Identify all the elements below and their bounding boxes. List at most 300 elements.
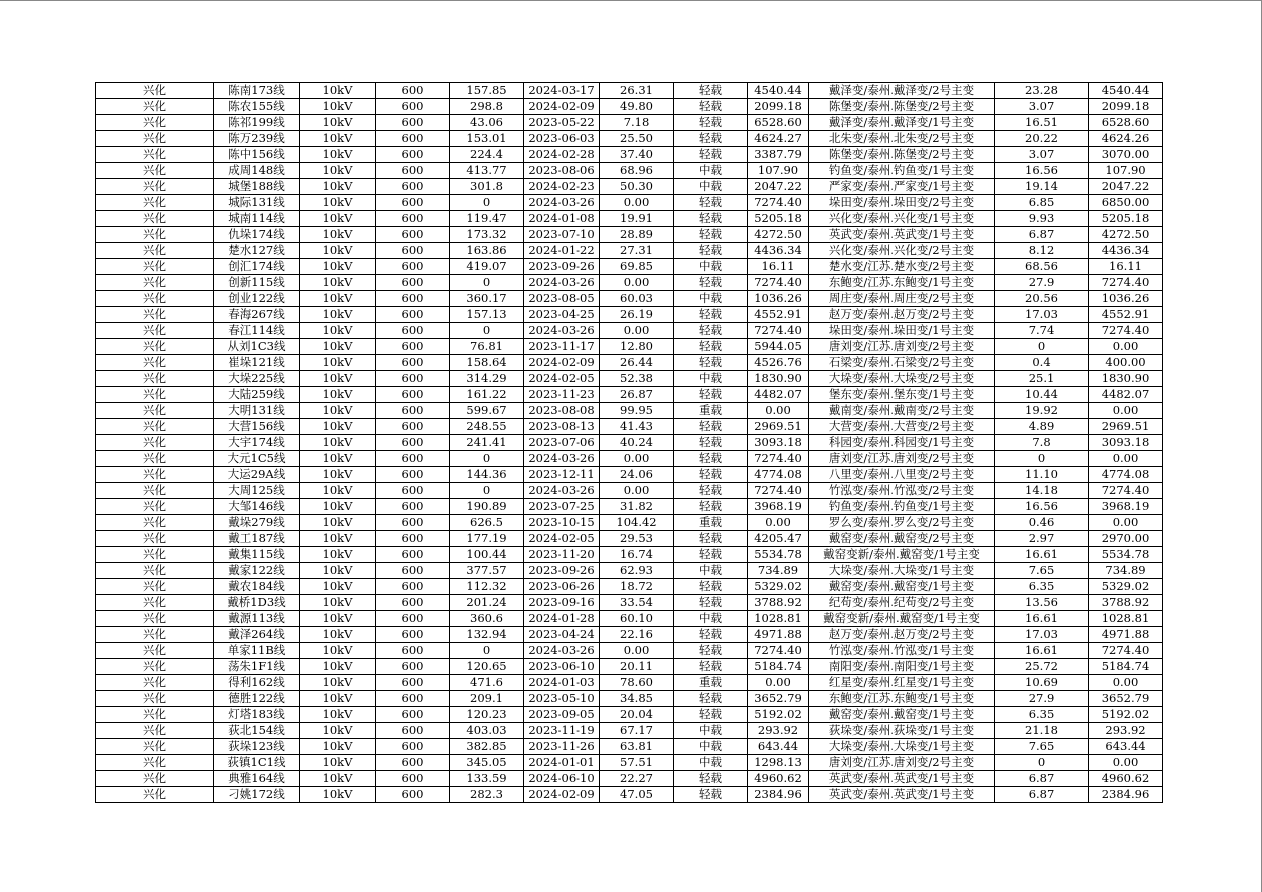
substation-transformer-cell: 唐刘变/江苏.唐刘变/2号主变: [809, 339, 995, 355]
margin-cell: 3968.19: [748, 499, 809, 515]
date-cell: 2023-08-05: [524, 291, 600, 307]
date-cell: 2024-02-28: [524, 147, 600, 163]
load-rate-cell: 63.81: [600, 739, 674, 755]
transformer-load-cell: 68.56: [995, 259, 1089, 275]
substation-transformer-cell: 戴窑变/泰州.戴窑变/2号主变: [809, 531, 995, 547]
date-cell: 2023-11-20: [524, 547, 600, 563]
load-status-cell: 轻载: [674, 355, 748, 371]
date-cell: 2023-05-22: [524, 115, 600, 131]
max-current-cell: 419.07: [450, 259, 524, 275]
transformer-load-cell: 16.61: [995, 643, 1089, 659]
date-cell: 2023-11-17: [524, 339, 600, 355]
rated-current-cell: 600: [376, 419, 450, 435]
voltage-cell: 10kV: [300, 755, 376, 771]
transformer-load-cell: 7.65: [995, 739, 1089, 755]
transformer-load-cell: 7.74: [995, 323, 1089, 339]
margin-cell: 1298.13: [748, 755, 809, 771]
load-status-cell: 轻载: [674, 787, 748, 803]
available-capacity-cell: 4624.26: [1089, 131, 1163, 147]
available-capacity-cell: 1830.90: [1089, 371, 1163, 387]
substation-transformer-cell: 赵万变/泰州.赵万变/2号主变: [809, 307, 995, 323]
load-rate-cell: 40.24: [600, 435, 674, 451]
margin-cell: 4774.08: [748, 467, 809, 483]
max-current-cell: 0: [450, 275, 524, 291]
margin-cell: 4971.88: [748, 627, 809, 643]
margin-cell: 7274.40: [748, 195, 809, 211]
substation-transformer-cell: 荻垛变/泰州.荻垛变/1号主变: [809, 723, 995, 739]
voltage-cell: 10kV: [300, 691, 376, 707]
table-row: [96, 131, 1163, 147]
table-row: [96, 771, 1163, 787]
load-status-cell: 中载: [674, 259, 748, 275]
max-current-cell: 599.67: [450, 403, 524, 419]
table-row: [96, 547, 1163, 563]
available-capacity-cell: 3070.00: [1089, 147, 1163, 163]
max-current-cell: 626.5: [450, 515, 524, 531]
load-status-cell: 中载: [674, 371, 748, 387]
table-row: [96, 291, 1163, 307]
rated-current-cell: 600: [376, 323, 450, 339]
load-rate-cell: 0.00: [600, 451, 674, 467]
transformer-load-cell: 16.56: [995, 163, 1089, 179]
region-cell: 兴化: [96, 339, 214, 355]
available-capacity-cell: 5192.02: [1089, 707, 1163, 723]
available-capacity-cell: 0.00: [1089, 755, 1163, 771]
table-row: [96, 211, 1163, 227]
voltage-cell: 10kV: [300, 707, 376, 723]
rated-current-cell: 600: [376, 371, 450, 387]
rated-current-cell: 600: [376, 211, 450, 227]
voltage-cell: 10kV: [300, 163, 376, 179]
rated-current-cell: 600: [376, 451, 450, 467]
line-name-cell: 大邹146线: [214, 499, 300, 515]
table-row: [96, 579, 1163, 595]
substation-transformer-cell: 北朱变/泰州.北朱变/2号主变: [809, 131, 995, 147]
max-current-cell: 0: [450, 643, 524, 659]
available-capacity-cell: 16.11: [1089, 259, 1163, 275]
margin-cell: 16.11: [748, 259, 809, 275]
date-cell: 2023-09-26: [524, 563, 600, 579]
available-capacity-cell: 0.00: [1089, 515, 1163, 531]
transformer-load-cell: 6.85: [995, 195, 1089, 211]
load-status-cell: 中载: [674, 755, 748, 771]
max-current-cell: 173.32: [450, 227, 524, 243]
load-rate-cell: 0.00: [600, 643, 674, 659]
substation-transformer-cell: 大营变/泰州.大营变/2号主变: [809, 419, 995, 435]
transformer-load-cell: 6.87: [995, 771, 1089, 787]
load-rate-cell: 26.87: [600, 387, 674, 403]
margin-cell: 2384.96: [748, 787, 809, 803]
region-cell: 兴化: [96, 371, 214, 387]
date-cell: 2024-01-01: [524, 755, 600, 771]
substation-transformer-cell: 唐刘变/江苏.唐刘变/2号主变: [809, 755, 995, 771]
region-cell: 兴化: [96, 115, 214, 131]
region-cell: 兴化: [96, 595, 214, 611]
table-row: [96, 355, 1163, 371]
rated-current-cell: 600: [376, 275, 450, 291]
voltage-cell: 10kV: [300, 579, 376, 595]
table-row: [96, 179, 1163, 195]
transformer-load-cell: 17.03: [995, 307, 1089, 323]
margin-cell: 4624.27: [748, 131, 809, 147]
date-cell: 2023-06-03: [524, 131, 600, 147]
line-name-cell: 戴源113线: [214, 611, 300, 627]
voltage-cell: 10kV: [300, 227, 376, 243]
date-cell: 2023-04-24: [524, 627, 600, 643]
region-cell: 兴化: [96, 179, 214, 195]
table-row: [96, 483, 1163, 499]
load-status-cell: 轻载: [674, 467, 748, 483]
line-name-cell: 大陆259线: [214, 387, 300, 403]
margin-cell: 293.92: [748, 723, 809, 739]
transformer-load-cell: 11.10: [995, 467, 1089, 483]
load-status-cell: 轻载: [674, 531, 748, 547]
max-current-cell: 120.23: [450, 707, 524, 723]
available-capacity-cell: 2099.18: [1089, 99, 1163, 115]
substation-transformer-cell: 罗么变/泰州.罗么变/2号主变: [809, 515, 995, 531]
substation-transformer-cell: 垛田变/泰州.垛田变/2号主变: [809, 195, 995, 211]
table-row: [96, 227, 1163, 243]
rated-current-cell: 600: [376, 499, 450, 515]
rated-current-cell: 600: [376, 611, 450, 627]
voltage-cell: 10kV: [300, 515, 376, 531]
substation-transformer-cell: 英武变/泰州.英武变/1号主变: [809, 227, 995, 243]
load-status-cell: 轻载: [674, 211, 748, 227]
date-cell: 2023-07-06: [524, 435, 600, 451]
available-capacity-cell: 6528.60: [1089, 115, 1163, 131]
max-current-cell: 157.13: [450, 307, 524, 323]
region-cell: 兴化: [96, 451, 214, 467]
load-rate-cell: 16.74: [600, 547, 674, 563]
voltage-cell: 10kV: [300, 211, 376, 227]
substation-transformer-cell: 唐刘变/江苏.唐刘变/2号主变: [809, 451, 995, 467]
max-current-cell: 119.47: [450, 211, 524, 227]
voltage-cell: 10kV: [300, 355, 376, 371]
table-row: [96, 195, 1163, 211]
rated-current-cell: 600: [376, 627, 450, 643]
date-cell: 2023-09-26: [524, 259, 600, 275]
load-rate-cell: 12.80: [600, 339, 674, 355]
max-current-cell: 132.94: [450, 627, 524, 643]
rated-current-cell: 600: [376, 707, 450, 723]
available-capacity-cell: 734.89: [1089, 563, 1163, 579]
voltage-cell: 10kV: [300, 259, 376, 275]
rated-current-cell: 600: [376, 435, 450, 451]
substation-transformer-cell: 英武变/泰州.英武变/1号主变: [809, 771, 995, 787]
load-status-cell: 轻载: [674, 195, 748, 211]
table-row: [96, 403, 1163, 419]
voltage-cell: 10kV: [300, 275, 376, 291]
table-row: [96, 755, 1163, 771]
line-name-cell: 成周148线: [214, 163, 300, 179]
available-capacity-cell: 0.00: [1089, 403, 1163, 419]
max-current-cell: 360.6: [450, 611, 524, 627]
region-cell: 兴化: [96, 755, 214, 771]
region-cell: 兴化: [96, 435, 214, 451]
transformer-load-cell: 0.4: [995, 355, 1089, 371]
voltage-cell: 10kV: [300, 739, 376, 755]
available-capacity-cell: 2384.96: [1089, 787, 1163, 803]
line-name-cell: 戴桥1D3线: [214, 595, 300, 611]
load-status-cell: 轻载: [674, 99, 748, 115]
line-name-cell: 陈万239线: [214, 131, 300, 147]
voltage-cell: 10kV: [300, 83, 376, 99]
table-row: [96, 387, 1163, 403]
table-row: [96, 787, 1163, 803]
region-cell: 兴化: [96, 675, 214, 691]
line-name-cell: 创新115线: [214, 275, 300, 291]
rated-current-cell: 600: [376, 515, 450, 531]
table-row: [96, 467, 1163, 483]
date-cell: 2024-03-26: [524, 451, 600, 467]
table-row: [96, 307, 1163, 323]
voltage-cell: 10kV: [300, 659, 376, 675]
line-name-cell: 城际131线: [214, 195, 300, 211]
substation-transformer-cell: 东鲍变/江苏.东鲍变/1号主变: [809, 275, 995, 291]
load-status-cell: 轻载: [674, 499, 748, 515]
margin-cell: 1830.90: [748, 371, 809, 387]
date-cell: 2024-02-23: [524, 179, 600, 195]
load-rate-cell: 41.43: [600, 419, 674, 435]
max-current-cell: 112.32: [450, 579, 524, 595]
rated-current-cell: 600: [376, 723, 450, 739]
rated-current-cell: 600: [376, 563, 450, 579]
substation-transformer-cell: 竹泓变/泰州.竹泓变/1号主变: [809, 643, 995, 659]
available-capacity-cell: 3093.18: [1089, 435, 1163, 451]
max-current-cell: 43.06: [450, 115, 524, 131]
available-capacity-cell: 4774.08: [1089, 467, 1163, 483]
available-capacity-cell: 7274.40: [1089, 275, 1163, 291]
voltage-cell: 10kV: [300, 483, 376, 499]
substation-transformer-cell: 纪苟变/泰州.纪苟变/2号主变: [809, 595, 995, 611]
voltage-cell: 10kV: [300, 307, 376, 323]
load-status-cell: 中载: [674, 611, 748, 627]
load-rate-cell: 62.93: [600, 563, 674, 579]
rated-current-cell: 600: [376, 403, 450, 419]
available-capacity-cell: 5205.18: [1089, 211, 1163, 227]
load-status-cell: 轻载: [674, 451, 748, 467]
date-cell: 2024-03-26: [524, 195, 600, 211]
region-cell: 兴化: [96, 387, 214, 403]
available-capacity-cell: 4436.34: [1089, 243, 1163, 259]
table-row: [96, 451, 1163, 467]
available-capacity-cell: 0.00: [1089, 339, 1163, 355]
line-name-cell: 大宇174线: [214, 435, 300, 451]
table-row: [96, 707, 1163, 723]
substation-transformer-cell: 戴南变/泰州.戴南变/2号主变: [809, 403, 995, 419]
rated-current-cell: 600: [376, 579, 450, 595]
max-current-cell: 224.4: [450, 147, 524, 163]
region-cell: 兴化: [96, 611, 214, 627]
substation-transformer-cell: 东鲍变/江苏.东鲍变/1号主变: [809, 691, 995, 707]
line-name-cell: 戴农184线: [214, 579, 300, 595]
substation-transformer-cell: 戴窑变/泰州.戴窑变/1号主变: [809, 579, 995, 595]
substation-transformer-cell: 赵万变/泰州.赵万变/2号主变: [809, 627, 995, 643]
region-cell: 兴化: [96, 147, 214, 163]
load-status-cell: 轻载: [674, 691, 748, 707]
transformer-load-cell: 27.9: [995, 275, 1089, 291]
line-name-cell: 城南114线: [214, 211, 300, 227]
transformer-load-cell: 20.56: [995, 291, 1089, 307]
max-current-cell: 360.17: [450, 291, 524, 307]
voltage-cell: 10kV: [300, 643, 376, 659]
load-rate-cell: 60.10: [600, 611, 674, 627]
margin-cell: 2099.18: [748, 99, 809, 115]
transformer-load-cell: 17.03: [995, 627, 1089, 643]
margin-cell: 3652.79: [748, 691, 809, 707]
region-cell: 兴化: [96, 163, 214, 179]
max-current-cell: 0: [450, 483, 524, 499]
load-rate-cell: 26.31: [600, 83, 674, 99]
voltage-cell: 10kV: [300, 387, 376, 403]
table-row: [96, 675, 1163, 691]
load-rate-cell: 18.72: [600, 579, 674, 595]
voltage-cell: 10kV: [300, 419, 376, 435]
rated-current-cell: 600: [376, 83, 450, 99]
substation-transformer-cell: 钓鱼变/泰州.钓鱼变/1号主变: [809, 499, 995, 515]
transformer-load-cell: 16.61: [995, 611, 1089, 627]
available-capacity-cell: 3788.92: [1089, 595, 1163, 611]
region-cell: 兴化: [96, 291, 214, 307]
line-name-cell: 从刘1C3线: [214, 339, 300, 355]
line-name-cell: 创业122线: [214, 291, 300, 307]
transformer-load-cell: 23.28: [995, 83, 1089, 99]
line-name-cell: 单家11B线: [214, 643, 300, 659]
substation-transformer-cell: 戴窑变新/泰州.戴窑变/1号主变: [809, 611, 995, 627]
margin-cell: 0.00: [748, 515, 809, 531]
transformer-load-cell: 6.35: [995, 707, 1089, 723]
voltage-cell: 10kV: [300, 675, 376, 691]
date-cell: 2023-11-19: [524, 723, 600, 739]
transformer-load-cell: 16.56: [995, 499, 1089, 515]
region-cell: 兴化: [96, 771, 214, 787]
table-row: [96, 563, 1163, 579]
available-capacity-cell: 4960.62: [1089, 771, 1163, 787]
margin-cell: 7274.40: [748, 643, 809, 659]
load-status-cell: 轻载: [674, 579, 748, 595]
load-status-cell: 轻载: [674, 643, 748, 659]
table-row: [96, 371, 1163, 387]
table-row: [96, 83, 1163, 99]
margin-cell: 3387.79: [748, 147, 809, 163]
margin-cell: 2047.22: [748, 179, 809, 195]
transformer-load-cell: 27.9: [995, 691, 1089, 707]
region-cell: 兴化: [96, 483, 214, 499]
substation-transformer-cell: 大垛变/泰州.大垛变/1号主变: [809, 739, 995, 755]
rated-current-cell: 600: [376, 755, 450, 771]
max-current-cell: 377.57: [450, 563, 524, 579]
rated-current-cell: 600: [376, 259, 450, 275]
rated-current-cell: 600: [376, 355, 450, 371]
rated-current-cell: 600: [376, 195, 450, 211]
rated-current-cell: 600: [376, 483, 450, 499]
transformer-load-cell: 6.87: [995, 227, 1089, 243]
rated-current-cell: 600: [376, 771, 450, 787]
date-cell: 2023-08-08: [524, 403, 600, 419]
max-current-cell: 161.22: [450, 387, 524, 403]
load-status-cell: 轻载: [674, 419, 748, 435]
line-name-cell: 戴泽264线: [214, 627, 300, 643]
available-capacity-cell: 2047.22: [1089, 179, 1163, 195]
voltage-cell: 10kV: [300, 723, 376, 739]
table-row: [96, 611, 1163, 627]
table-row: [96, 739, 1163, 755]
voltage-cell: 10kV: [300, 131, 376, 147]
transformer-load-cell: 3.07: [995, 147, 1089, 163]
table-row: [96, 99, 1163, 115]
rated-current-cell: 600: [376, 163, 450, 179]
line-name-cell: 戴垛279线: [214, 515, 300, 531]
date-cell: 2023-07-25: [524, 499, 600, 515]
available-capacity-cell: 643.44: [1089, 739, 1163, 755]
margin-cell: 4272.50: [748, 227, 809, 243]
date-cell: 2023-11-23: [524, 387, 600, 403]
transformer-load-cell: 14.18: [995, 483, 1089, 499]
line-name-cell: 陈中156线: [214, 147, 300, 163]
margin-cell: 0.00: [748, 403, 809, 419]
available-capacity-cell: 4540.44: [1089, 83, 1163, 99]
max-current-cell: 201.24: [450, 595, 524, 611]
date-cell: 2024-06-10: [524, 771, 600, 787]
line-name-cell: 刁姚172线: [214, 787, 300, 803]
load-rate-cell: 78.60: [600, 675, 674, 691]
date-cell: 2023-08-06: [524, 163, 600, 179]
date-cell: 2023-07-10: [524, 227, 600, 243]
margin-cell: 3093.18: [748, 435, 809, 451]
table-row: [96, 435, 1163, 451]
date-cell: 2023-08-13: [524, 419, 600, 435]
available-capacity-cell: 1028.81: [1089, 611, 1163, 627]
substation-transformer-cell: 陈堡变/泰州.陈堡变/2号主变: [809, 99, 995, 115]
substation-transformer-cell: 戴窑变新/泰州.戴窑变/1号主变: [809, 547, 995, 563]
available-capacity-cell: 0.00: [1089, 675, 1163, 691]
voltage-cell: 10kV: [300, 563, 376, 579]
substation-transformer-cell: 兴化变/泰州.兴化变/2号主变: [809, 243, 995, 259]
load-rate-cell: 0.00: [600, 483, 674, 499]
rated-current-cell: 600: [376, 547, 450, 563]
available-capacity-cell: 0.00: [1089, 451, 1163, 467]
rated-current-cell: 600: [376, 387, 450, 403]
voltage-cell: 10kV: [300, 787, 376, 803]
transformer-load-cell: 0: [995, 339, 1089, 355]
max-current-cell: 190.89: [450, 499, 524, 515]
region-cell: 兴化: [96, 707, 214, 723]
table-row: [96, 627, 1163, 643]
line-name-cell: 戴工187线: [214, 531, 300, 547]
voltage-cell: 10kV: [300, 627, 376, 643]
date-cell: 2024-01-08: [524, 211, 600, 227]
margin-cell: 7274.40: [748, 275, 809, 291]
margin-cell: 0.00: [748, 675, 809, 691]
date-cell: 2023-09-16: [524, 595, 600, 611]
available-capacity-cell: 6850.00: [1089, 195, 1163, 211]
available-capacity-cell: 3968.19: [1089, 499, 1163, 515]
line-name-cell: 春海267线: [214, 307, 300, 323]
load-rate-cell: 104.42: [600, 515, 674, 531]
substation-transformer-cell: 戴泽变/泰州.戴泽变/1号主变: [809, 115, 995, 131]
transformer-load-cell: 6.35: [995, 579, 1089, 595]
load-status-cell: 轻载: [674, 83, 748, 99]
load-rate-cell: 20.11: [600, 659, 674, 675]
load-status-cell: 轻载: [674, 627, 748, 643]
rated-current-cell: 600: [376, 179, 450, 195]
voltage-cell: 10kV: [300, 547, 376, 563]
voltage-cell: 10kV: [300, 291, 376, 307]
load-rate-cell: 60.03: [600, 291, 674, 307]
line-name-cell: 城堡188线: [214, 179, 300, 195]
region-cell: 兴化: [96, 499, 214, 515]
load-status-cell: 轻载: [674, 323, 748, 339]
